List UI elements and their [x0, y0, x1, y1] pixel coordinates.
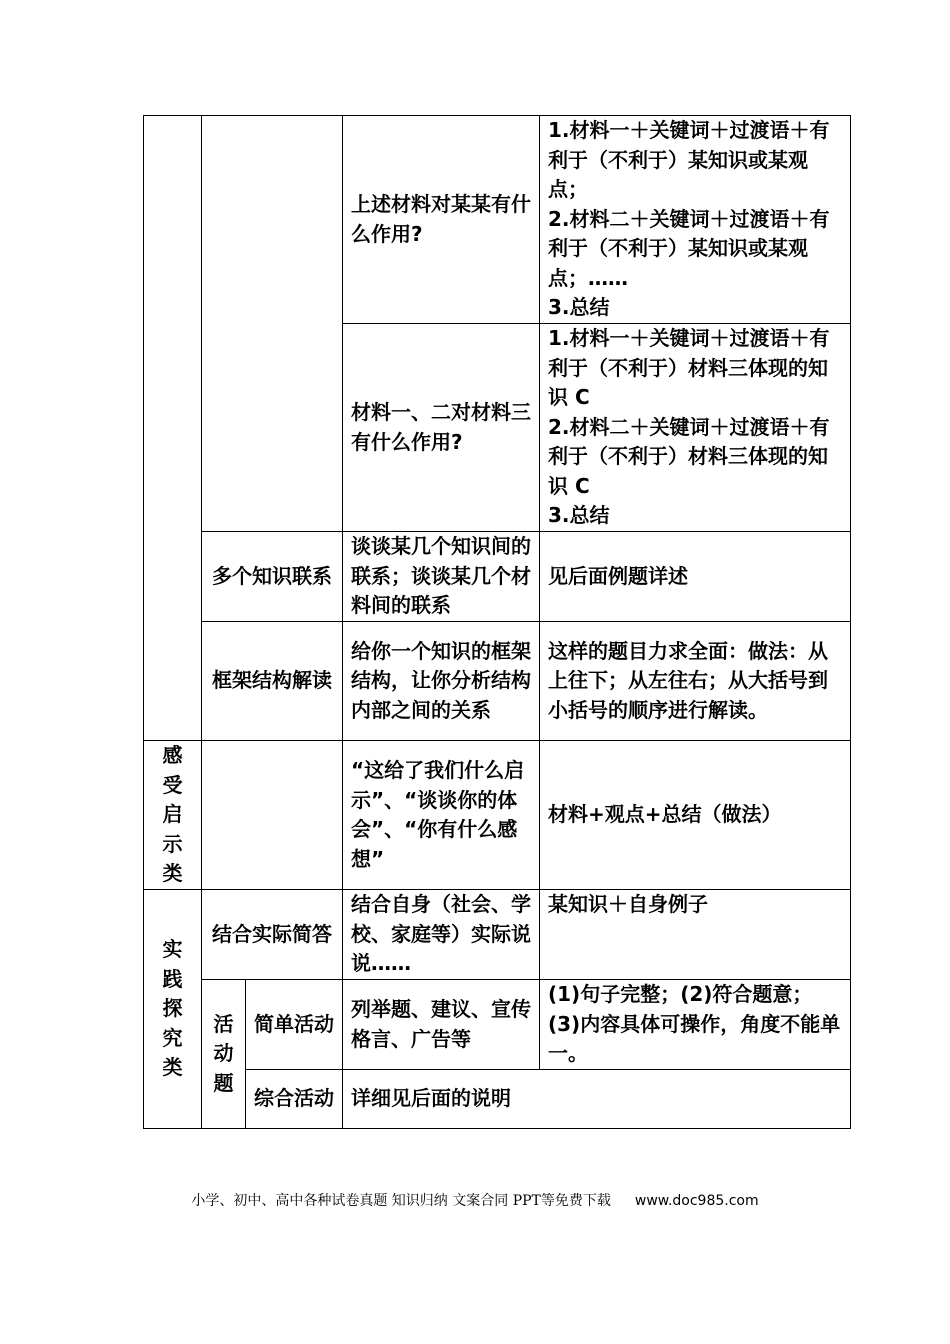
method-cell: [539, 115, 850, 323]
method-text: 某知识＋自身例子: [548, 892, 708, 916]
footer-text: 小学、初中、高中各种试卷真题 知识归纳 文案合同 PPT等免费下载: [191, 1193, 611, 1209]
method-text: 见后面例题详述: [548, 563, 688, 588]
type-cell: [201, 889, 342, 979]
category-label: 感 受 启 示 类: [162, 743, 183, 886]
method-text: 1.材料一＋关键词＋过渡语＋有利于（不利于）某知识或某观点； 2.材料二＋关键词＋过渡语＋有利于（不利于）某知识或某观点；…… 3.总结: [548, 118, 830, 320]
type-label: 框架结构解读: [212, 668, 332, 693]
question-text: 列举题、建议、宣传格言、广告等: [351, 997, 531, 1051]
type-label: 多个知识联系: [212, 563, 332, 588]
question-cell: [342, 740, 539, 889]
method-text: 这样的题目力求全面：做法：从上往下；从左往右；从大括号到小括号的顺序进行解读。: [548, 638, 828, 722]
question-text: 详细见后面的说明: [351, 1086, 511, 1111]
category-cell-empty: [143, 115, 201, 740]
page-footer: [0, 1190, 950, 1210]
type-cell: [201, 531, 342, 621]
type-label: 综合活动: [254, 1086, 334, 1111]
method-cell: [539, 889, 850, 979]
question-text: 结合自身（社会、学校、家庭等）实际说说……: [351, 892, 531, 976]
type-cell: [245, 1069, 342, 1128]
question-cell: [342, 531, 539, 621]
footer-url[interactable]: www.doc985.com: [634, 1193, 759, 1209]
question-text: 上述材料对某某有什么作用?: [351, 192, 531, 246]
question-text: 谈谈某几个知识间的联系；谈谈某几个材料间的联系: [351, 534, 531, 618]
method-cell: [539, 531, 850, 621]
group-cell-huodong: [201, 979, 245, 1128]
table-bottom-border: [143, 1128, 851, 1129]
question-cell: [342, 889, 539, 979]
type-label: 简单活动: [254, 1011, 334, 1036]
type-label: 结合实际简答: [212, 921, 332, 946]
group-label: 活 动 题: [213, 1011, 234, 1095]
table-right-border: [850, 115, 851, 1128]
type-cell: [201, 621, 342, 740]
method-text: (1)句子完整；(2)符合题意；(3)内容具体可操作，角度不能单一。: [548, 982, 841, 1066]
question-cell: [342, 115, 539, 323]
question-cell: [342, 1069, 850, 1128]
question-cell: [342, 621, 539, 740]
category-cell-ganshou: [143, 740, 201, 889]
question-cell: [342, 979, 539, 1069]
type-cell-empty: [201, 740, 342, 889]
type-cell-empty: [201, 115, 342, 531]
question-text: “这给了我们什么启示”、“谈谈你的体会”、“你有什么感想”: [351, 758, 525, 871]
category-label: 实 践 探 究 类: [162, 937, 183, 1080]
type-cell: [245, 979, 342, 1069]
method-cell: [539, 323, 850, 531]
method-cell: [539, 621, 850, 740]
category-cell-shijian: [143, 889, 201, 1128]
method-cell: [539, 979, 850, 1069]
question-text: 给你一个知识的框架结构，让你分析结构内部之间的关系: [351, 638, 531, 722]
method-text: 1.材料一＋关键词＋过渡语＋有利于（不利于）材料三体现的知识 C 2.材料二＋关键词＋过渡语＋有利于（不利于）材料三体现的知识 C 3.总结: [548, 326, 830, 528]
question-cell: [342, 323, 539, 531]
method-cell: [539, 740, 850, 889]
question-text: 材料一、二对材料三有什么作用?: [351, 400, 531, 454]
method-text: 材料+观点+总结（做法）: [548, 802, 782, 827]
